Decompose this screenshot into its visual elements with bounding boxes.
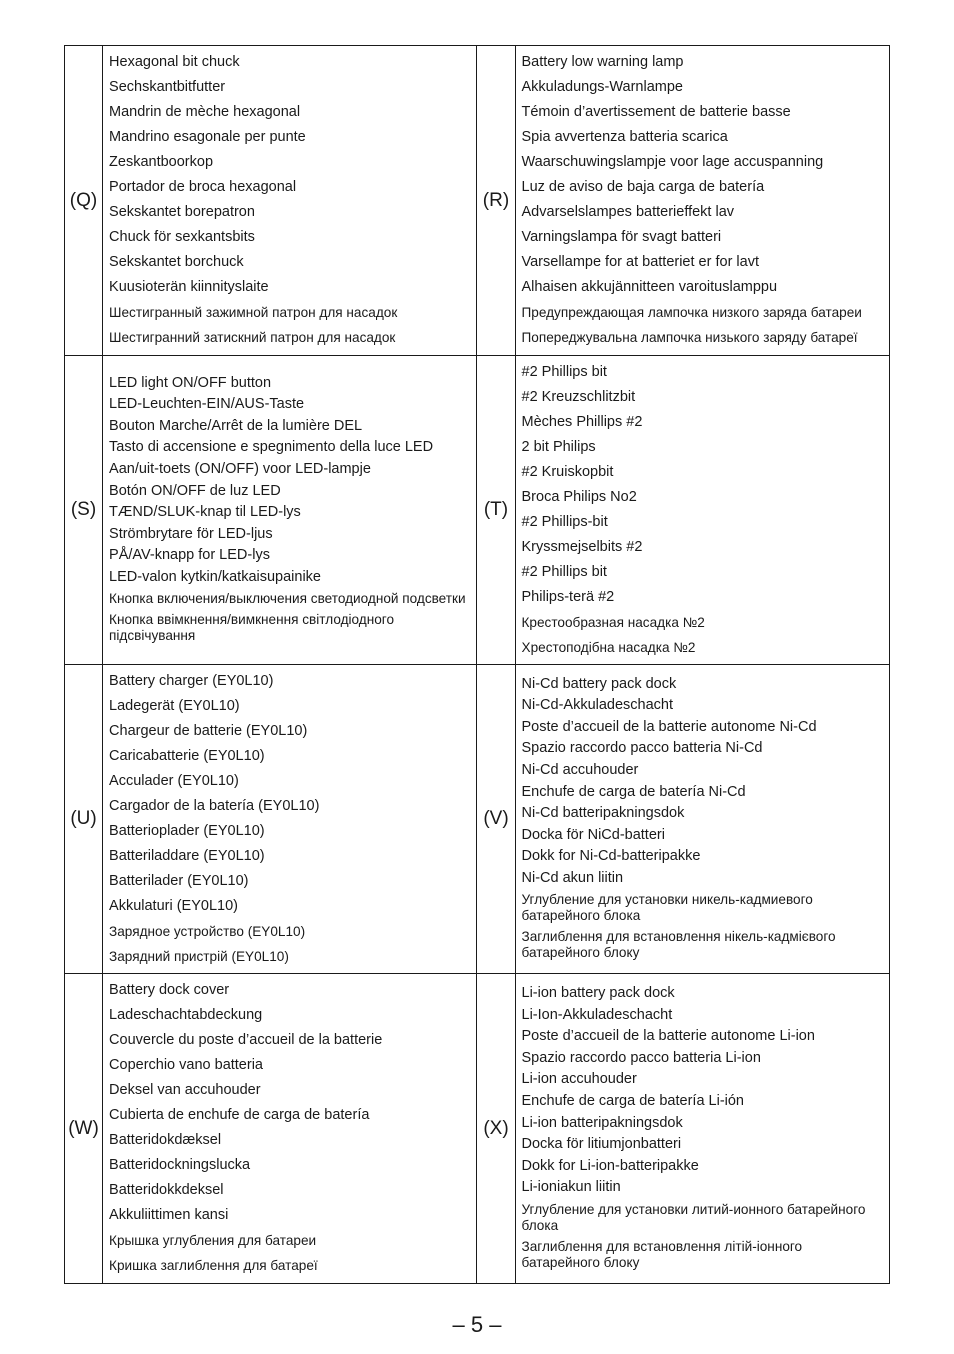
part-name: Kryssmejselbits #2 bbox=[521, 538, 643, 555]
part-name: Углубление для установки литий-ионного батарейного блока bbox=[521, 1201, 866, 1233]
part-name: Крышка углубления для батареи bbox=[109, 1233, 317, 1248]
part-name: Varsellampe for at batteriet er for lavt bbox=[521, 254, 759, 270]
part-name: Ni-Cd accuhouder bbox=[521, 761, 639, 778]
part-name: Alhaisen akkujännitteen varoituslamppu bbox=[521, 279, 778, 295]
part-name: Spia avvertenza batteria scarica bbox=[521, 129, 728, 145]
part-name: Sechskantbitfutter bbox=[109, 79, 226, 95]
part-name: Spazio raccordo pacco batteria Ni-Cd bbox=[521, 740, 763, 757]
part-name: Batterilader (EY0L10) bbox=[109, 872, 249, 889]
part-name: Ni-Cd-Akkuladeschacht bbox=[521, 697, 674, 714]
part-names bbox=[103, 974, 477, 1284]
part-name: Dokk for Ni-Cd-batteripakke bbox=[521, 848, 701, 865]
part-name: #2 Phillips bit bbox=[521, 563, 607, 580]
part-name: Battery low warning lamp bbox=[521, 54, 684, 70]
part-name: Li-ion batteripakningsdok bbox=[521, 1114, 683, 1131]
part-name: 2 bit Philips bbox=[521, 438, 596, 455]
part-name: Li-Ion-Akkuladeschacht bbox=[521, 1006, 673, 1023]
part-name: Battery charger (EY0L10) bbox=[109, 672, 274, 689]
part-names bbox=[103, 665, 477, 974]
table-row bbox=[65, 46, 890, 356]
part-name: Kuusioterän kiinnityslaite bbox=[109, 279, 269, 295]
part-name: Кнопка включения/выключения светодиодной подсветки bbox=[109, 591, 466, 607]
part-name: Couvercle du poste d’accueil de la batterie bbox=[109, 1032, 383, 1048]
part-name: Chargeur de batterie (EY0L10) bbox=[109, 722, 308, 739]
part-name: TÆND/SLUK-knap til LED-lys bbox=[109, 504, 301, 521]
part-name: Sekskantet borepatron bbox=[109, 204, 255, 220]
part-name: LED-valon kytkin/katkaisupainike bbox=[109, 568, 321, 585]
parts-table bbox=[64, 45, 890, 1284]
part-key: (T) bbox=[477, 356, 515, 665]
part-names bbox=[515, 974, 889, 1284]
part-name: Шестигранный зажимной патрон для насадок bbox=[109, 305, 398, 320]
part-name: LED-Leuchten-EIN/AUS-Taste bbox=[109, 396, 305, 413]
part-name: Batteridokkdeksel bbox=[109, 1182, 224, 1198]
part-name: Mèches Phillips #2 bbox=[521, 413, 643, 430]
part-name: Li-ion battery pack dock bbox=[521, 985, 675, 1002]
part-name: Philips-terä #2 bbox=[521, 588, 615, 605]
part-name: Strömbrytare för LED-ljus bbox=[109, 525, 273, 542]
part-name: Mandrino esagonale per punte bbox=[109, 129, 306, 145]
part-name: Sekskantet borchuck bbox=[109, 254, 244, 270]
part-name: Hexagonal bit chuck bbox=[109, 54, 240, 70]
part-key: (W) bbox=[65, 974, 103, 1284]
part-key: (X) bbox=[477, 974, 515, 1284]
page-number: – 5 – bbox=[452, 1312, 502, 1337]
part-key: (V) bbox=[477, 665, 515, 974]
part-name: LED light ON/OFF button bbox=[109, 374, 272, 391]
part-name: Varningslampa för svagt batteri bbox=[521, 229, 722, 245]
part-name: Coperchio vano batteria bbox=[109, 1057, 263, 1073]
part-name: Mandrin de mèche hexagonal bbox=[109, 104, 301, 120]
part-name: Cargador de la batería (EY0L10) bbox=[109, 797, 320, 814]
part-name: Заглиблення для встановлення нікель-кадмієвого батарейного блоку bbox=[521, 929, 836, 961]
part-name: Ni-Cd akun liitin bbox=[521, 869, 624, 886]
part-name: Кришка заглиблення для батареї bbox=[109, 1258, 318, 1273]
part-name: Témoin d’avertissement de batterie basse bbox=[521, 104, 791, 120]
part-name: Docka för litiumjonbatteri bbox=[521, 1136, 682, 1153]
part-name: Bouton Marche/Arrêt de la lumière DEL bbox=[109, 417, 363, 434]
part-name: Deksel van accuhouder bbox=[109, 1082, 261, 1098]
table-row bbox=[65, 356, 890, 665]
part-name: #2 Phillips bit bbox=[521, 363, 607, 380]
part-name: Spazio raccordo pacco batteria Li-ion bbox=[521, 1049, 761, 1066]
part-name: Tasto di accensione e spegnimento della luce LED bbox=[109, 439, 434, 456]
part-names bbox=[103, 356, 477, 665]
part-name: Batteridokdæksel bbox=[109, 1132, 222, 1148]
part-name: Зарядное устройство (EY0L10) bbox=[109, 923, 306, 939]
part-names bbox=[515, 665, 889, 974]
part-names bbox=[515, 46, 889, 356]
part-key: (Q) bbox=[65, 46, 103, 356]
part-name: Cubierta de enchufe de carga de batería bbox=[109, 1107, 370, 1123]
part-key: (S) bbox=[65, 356, 103, 665]
part-name: Попереджувальна лампочка низького заряду батареї bbox=[521, 330, 858, 345]
part-name: Кнопка ввімкнення/вимкнення світлодіодного підсвічування bbox=[109, 612, 395, 644]
part-name: Шестигранний затискний патрон для насадок bbox=[109, 330, 396, 345]
part-name: Предупреждающая лампочка низкого заряда батареи bbox=[521, 305, 862, 320]
part-name: Batteridockningslucka bbox=[109, 1157, 251, 1173]
part-name: PÅ/AV-knapp for LED-lys bbox=[109, 547, 270, 564]
table-row bbox=[65, 974, 890, 1284]
part-name: Хрестоподібна насадка №2 bbox=[521, 639, 696, 655]
part-name: Ni-Cd batteripakningsdok bbox=[521, 805, 685, 822]
part-name: Batterioplader (EY0L10) bbox=[109, 822, 265, 839]
part-name: Akkuliittimen kansi bbox=[109, 1207, 229, 1223]
part-name: Portador de broca hexagonal bbox=[109, 179, 297, 195]
part-name: Poste d’accueil de la batterie autonome Ni-Cd bbox=[521, 718, 817, 735]
part-names bbox=[515, 356, 889, 665]
part-name: Docka för NiCd-batteri bbox=[521, 826, 665, 843]
part-name: Acculader (EY0L10) bbox=[109, 772, 239, 789]
part-name: Enchufe de carga de batería Li-ión bbox=[521, 1093, 744, 1109]
part-name: Akkulaturi (EY0L10) bbox=[109, 897, 238, 914]
part-name: Углубление для установки никель-кадмиевого батарейного блока bbox=[521, 892, 813, 924]
part-name: Caricabatterie (EY0L10) bbox=[109, 747, 265, 764]
part-name: Ladegerät (EY0L10) bbox=[109, 697, 240, 714]
part-key: (U) bbox=[65, 665, 103, 974]
part-name: Poste d’accueil de la batterie autonome Li-ion bbox=[521, 1028, 815, 1045]
part-name: Ni-Cd battery pack dock bbox=[521, 675, 677, 692]
part-names bbox=[103, 46, 477, 356]
part-name: Заглиблення для встановлення літій-іонного батарейного блоку bbox=[521, 1238, 803, 1270]
part-name: Li-ion accuhouder bbox=[521, 1071, 637, 1088]
part-name: Enchufe de carga de batería Ni-Cd bbox=[521, 783, 746, 800]
part-name: Advarselslampes batterieffekt lav bbox=[521, 204, 735, 220]
part-name: #2 Kruiskopbit bbox=[521, 463, 614, 480]
part-name: Battery dock cover bbox=[109, 982, 230, 998]
part-name: Botón ON/OFF de luz LED bbox=[109, 482, 281, 499]
part-name: #2 Kreuzschlitzbit bbox=[521, 388, 636, 405]
part-name: #2 Phillips-bit bbox=[521, 513, 608, 530]
part-name: Ladeschachtabdeckung bbox=[109, 1007, 263, 1023]
part-name: Waarschuwingslampje voor lage accuspanning bbox=[521, 154, 824, 170]
part-key: (R) bbox=[477, 46, 515, 356]
part-name: Batteriladdare (EY0L10) bbox=[109, 847, 265, 864]
part-name: Luz de aviso de baja carga de batería bbox=[521, 179, 765, 195]
part-name: Зарядний пристрій (EY0L10) bbox=[109, 948, 289, 964]
part-name: Dokk for Li-ion-batteripakke bbox=[521, 1157, 699, 1174]
part-name: Broca Philips No2 bbox=[521, 488, 637, 505]
part-name: Chuck för sexkantsbits bbox=[109, 229, 255, 245]
part-name: Akkuladungs-Warnlampe bbox=[521, 79, 683, 95]
part-name: Zeskantboorkop bbox=[109, 154, 214, 170]
part-name: Li-ioniakun liitin bbox=[521, 1179, 621, 1196]
part-name: Крестообразная насадка №2 bbox=[521, 614, 705, 630]
table-row bbox=[65, 665, 890, 974]
part-name: Aan/uit-toets (ON/OFF) voor LED-lampje bbox=[109, 460, 371, 477]
